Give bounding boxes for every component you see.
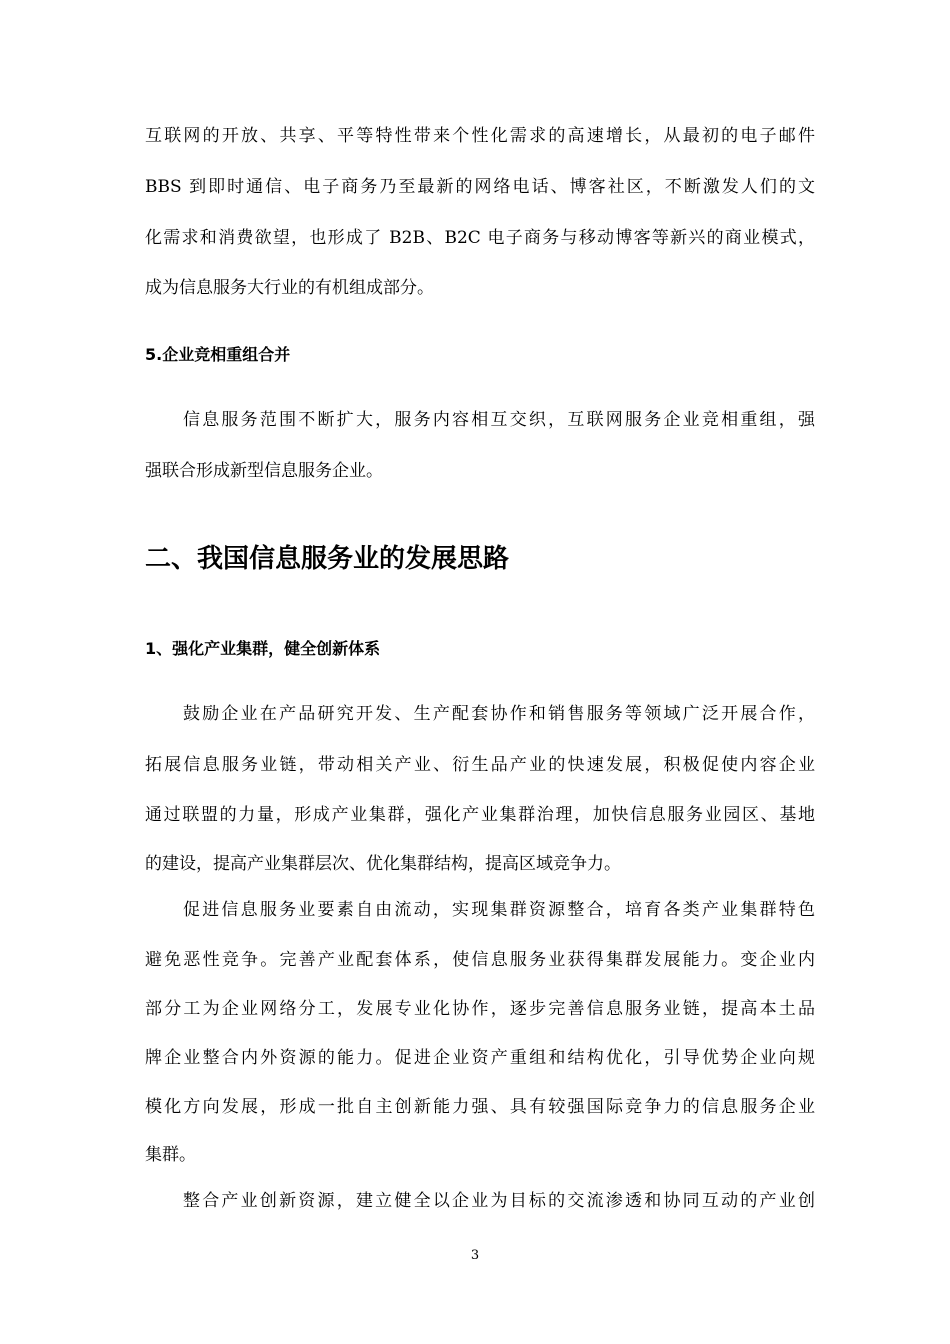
text-line: 拓展信息服务业链，带动相关产业、衍生品产业的快速发展，积极促使内容企业 [145,755,815,775]
text-line: 部分工为企业网络分工，发展专业化协作，逐步完善信息服务业链，提高本土品 [145,999,815,1019]
subheading-1: 1、强化产业集群，健全创新体系 [145,639,381,658]
text-line: 集群。 [145,1145,196,1165]
text-line: BBS 到即时通信、电子商务乃至最新的网络电话、博客社区，不断激发人们的文 [145,177,815,197]
text-line: 鼓励企业在产品研究开发、生产配套协作和销售服务等领域广泛开展合作， [183,704,815,724]
section-title: 二、我国信息服务业的发展思路 [145,544,510,574]
text-line: 成为信息服务大行业的有机组成部分。 [145,278,434,298]
text-line: 避免恶性竞争。完善产业配套体系，使信息服务业获得集群发展能力。变企业内 [145,950,815,970]
text-line: 模化方向发展，形成一批自主创新能力强、具有较强国际竞争力的信息服务企业 [145,1097,815,1117]
text-line: 强联合形成新型信息服务企业。 [145,461,383,481]
text-line: 整合产业创新资源，建立健全以企业为目标的交流渗透和协同互动的产业创 [183,1191,815,1211]
text-line: 牌企业整合内外资源的能力。促进企业资产重组和结构优化，引导优势企业向规 [145,1048,815,1068]
subheading-5: 5.企业竞相重组合并 [145,345,291,364]
page-number: 3 [470,1248,480,1263]
text-line: 促进信息服务业要素自由流动，实现集群资源整合，培育各类产业集群特色 [183,900,815,920]
text-line: 的建设，提高产业集群层次、优化集群结构，提高区域竞争力。 [145,854,621,874]
text-line: 通过联盟的力量，形成产业集群，强化产业集群治理，加快信息服务业园区、基地 [145,805,815,825]
text-line: 互联网的开放、共享、平等特性带来个性化需求的高速增长，从最初的电子邮件 [145,126,815,146]
text-line: 化需求和消费欲望，也形成了 B2B、B2C 电子商务与移动博客等新兴的商业模式， [145,228,815,248]
text-line: 信息服务范围不断扩大，服务内容相互交织，互联网服务企业竞相重组，强 [183,410,815,430]
